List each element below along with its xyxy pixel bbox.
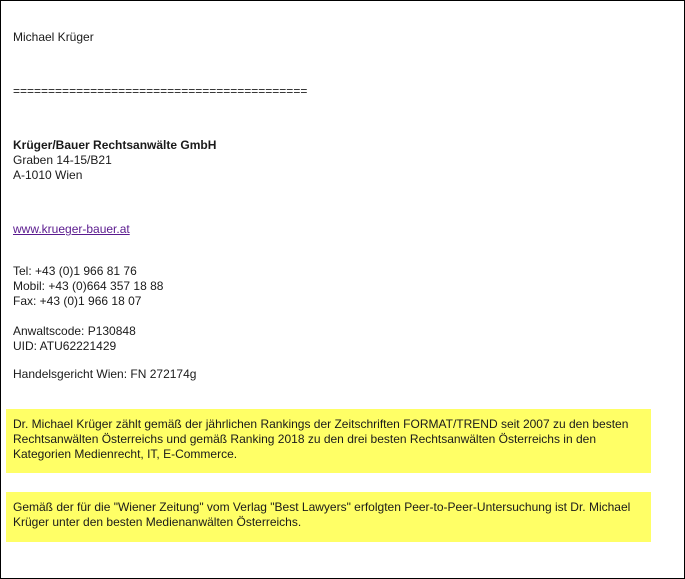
commercial-register: Handelsgericht Wien: FN 272174g (13, 367, 197, 381)
website-link[interactable]: www.krueger-bauer.at (13, 222, 130, 236)
lawyer-code: Anwaltscode: P130848 (13, 324, 136, 338)
fax-number: Fax: +43 (0)1 966 18 07 (13, 294, 142, 308)
address-street: Graben 14-15/B21 (13, 153, 112, 167)
phone-number: Tel: +43 (0)1 966 81 76 (13, 264, 137, 278)
sender-name: Michael Krüger (13, 30, 94, 44)
ranking-note: Dr. Michael Krüger zählt gemäß der jährlichen Rankings der Zeitschriften FORMAT/TREND seit 2007 zu den besten Rechtsanwälten Österreichs und gemäß Ranking 2018 zu den drei besten Rechtsanwälten Österreichs in den Kategorien Medienrecht, IT, E-Commerce. (6, 409, 651, 473)
company-name: Krüger/Bauer Rechtsanwälte GmbH (13, 138, 217, 152)
address-city: A-1010 Wien (13, 168, 83, 182)
best-lawyers-note: Gemäß der für die "Wiener Zeitung" vom Verlag "Best Lawyers" erfolgten Peer-to-Peer-Untersuchung ist Dr. Michael Krüger unter den besten Medienanwälten Österreichs. (6, 492, 651, 542)
mobile-number: Mobil: +43 (0)664 357 18 88 (13, 279, 164, 293)
vat-id: UID: ATU62221429 (13, 339, 117, 353)
separator-line: ========================================== (13, 84, 308, 98)
